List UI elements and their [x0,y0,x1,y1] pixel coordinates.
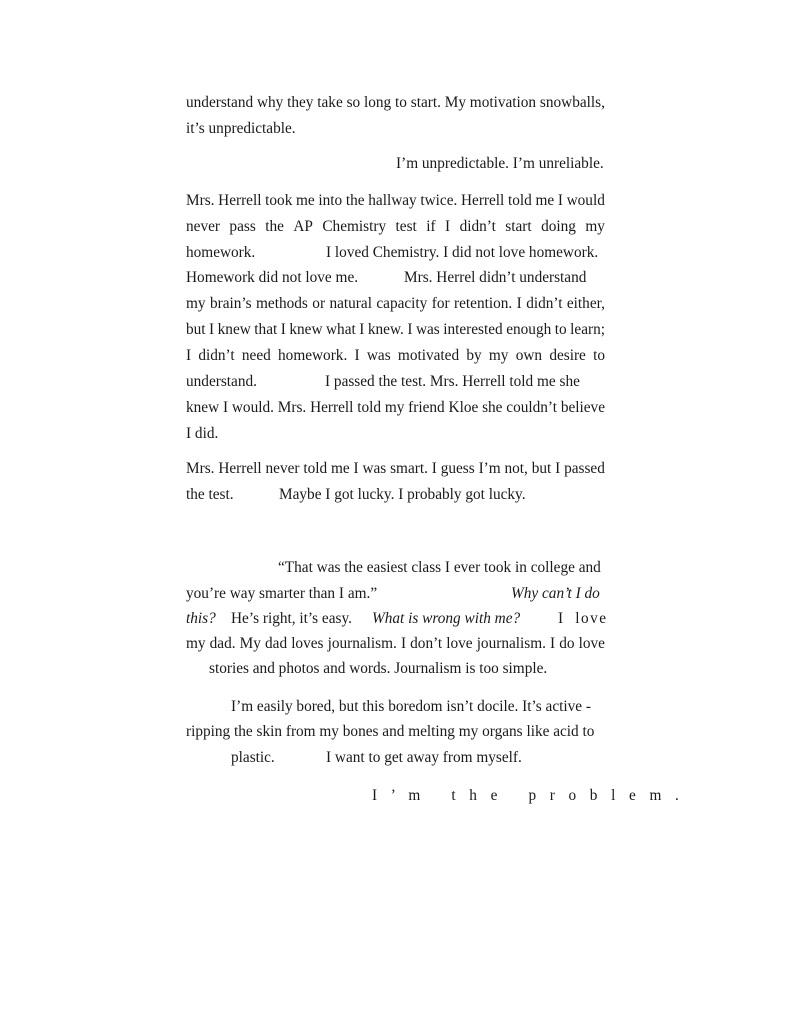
word: need [241,347,271,364]
justified-line [186,296,605,311]
word: not, [504,460,528,477]
word: capacity [376,295,428,312]
italic-phrase: this? [186,610,216,627]
paragraph-line: I passed the test. Mrs. Herrell told me she [325,373,580,390]
word: couldn’t [506,399,557,416]
word: would [566,192,605,209]
word: to [554,321,567,338]
word: I’m [478,460,501,477]
word: I [353,460,359,477]
word: My [239,635,261,652]
word: I [359,321,365,338]
word: was [362,460,387,477]
paragraph-line: He’s right, it’s easy. [231,610,352,627]
word: Herrell [218,460,262,477]
word: my [585,218,605,235]
word: test [395,218,417,235]
word: into [318,192,343,209]
word: was [366,347,391,364]
word: I [400,635,407,652]
word: I [445,218,451,235]
word: don’t [410,635,443,652]
word: interested [443,321,503,338]
word: for [431,295,450,312]
word: was [415,321,440,338]
paragraph-line: Maybe I got lucky. I probably got lucky. [279,486,526,503]
word: passed [564,460,605,477]
word: Mrs. [186,192,215,209]
word: I [431,460,437,477]
word: told [303,460,328,477]
word: believe [560,399,605,416]
paragraph-line: I want to get away from myself. [326,749,522,766]
paragraph-line: ripping the skin from my bones and melting my organs like acid to [186,723,595,740]
paragraph-line: Homework did not love me. [186,269,359,286]
word: knew [289,321,323,338]
word: the [265,218,284,235]
word: that [254,321,278,338]
word: told [357,399,381,416]
word: I [186,347,192,364]
word: what [326,321,356,338]
word: brain’s [209,295,252,312]
word: didn’t [459,218,496,235]
word: never [265,460,300,477]
word: but [531,460,552,477]
paragraph-line: understand. [186,373,257,390]
paragraph-line: stories and photos and words. Journalism is too simple. [209,660,548,677]
word: pass [229,218,256,235]
word: doing [541,218,576,235]
word: knew [217,321,251,338]
word: she [482,399,503,416]
word: start [505,218,532,235]
paragraph-line: Mrs. Herrel didn’t understand [404,269,587,286]
word: I [222,399,229,416]
word: own [515,347,543,364]
word: never [186,218,220,235]
word: knew [186,399,220,416]
word: my [186,295,206,312]
word: dad [265,635,288,652]
word: smart. [390,460,428,477]
word: Herrell [310,399,354,416]
paragraph-line: I love [558,610,608,627]
justified-line [186,348,605,363]
word: my [186,635,206,652]
word: my [384,399,405,416]
justified-line [186,193,605,208]
paragraph-line: understand why they take so long to start. My motivation snowballs, [186,94,605,111]
word: loves [291,635,324,652]
word: me [535,192,555,209]
justified-line [186,400,605,415]
word: I [516,295,522,312]
word: twice. [420,192,458,209]
justified-line [186,461,605,476]
paragraph-line: I loved Chemistry. I did not love homework. [326,244,599,261]
paragraph-line: the test. [186,486,234,503]
word: I [550,635,556,652]
word: the [345,192,365,209]
paragraph-line: “That was the easiest class I ever took in college and [278,559,601,576]
word: natural [329,295,372,312]
paragraph-line: you’re way smarter than I am.” [186,585,378,602]
paragraph-line: I did. [186,425,219,442]
word: friend [408,399,445,416]
word: enough [506,321,552,338]
word: love [446,635,473,652]
word: my [488,347,509,364]
word: to [593,347,605,364]
word: I [555,460,561,477]
paragraph-line: plastic. [231,749,275,766]
word: journalism. [476,635,546,652]
paragraph-line: it’s unpredictable. [186,120,296,137]
justified-line [186,636,605,651]
word: Herrell [218,192,262,209]
justified-line [186,219,605,234]
word: by [466,347,482,364]
word: retention. [454,295,513,312]
word: I [209,321,215,338]
word: homework. [278,347,348,364]
word: I [280,321,286,338]
word: Chemistry [322,218,387,235]
paragraph-line: I’m unpredictable. I’m unreliable. [396,155,604,172]
paragraph-line: homework. [186,244,256,261]
word: methods [256,295,308,312]
word: Mrs. [277,399,307,416]
word: journalism. [327,635,397,652]
word: desire [549,347,586,364]
word: took [265,192,293,209]
word: told [507,192,532,209]
word: knew. [367,321,404,338]
word: me [330,460,350,477]
italic-phrase: Why can’t I do [511,585,600,602]
word: hallway [368,192,417,209]
word: I [354,347,360,364]
word: or [312,295,326,312]
word: either, [566,295,605,312]
word: if [426,218,436,235]
closing-line: I ’ m t h e p r o b l e m . [372,787,681,804]
word: Herrell [460,192,505,209]
word: would. [231,399,274,416]
word: me [296,192,315,209]
word: love [578,635,605,652]
word: Kloe [448,399,479,416]
word: I [557,192,563,209]
paragraph-line: I’m easily bored, but this boredom isn’t docile. It’s active - [231,698,591,715]
word: AP [293,218,313,235]
word: learn; [570,321,605,338]
word: Mrs. [186,460,215,477]
word: but [186,321,206,338]
word: didn’t [526,295,563,312]
word: do [559,635,575,652]
word: dad. [209,635,236,652]
word: didn’t [198,347,235,364]
justified-line [186,322,605,337]
italic-phrase: What is wrong with me? [372,610,521,627]
word: guess [440,460,475,477]
word: I [407,321,413,338]
word: motivated [397,347,460,364]
